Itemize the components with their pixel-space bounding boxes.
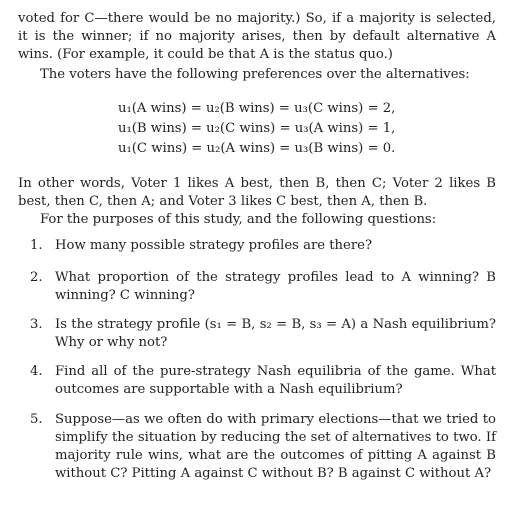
question-text: Is the strategy profile (s₁ = B, s₂ = B, s₃ = A) a Nash equilibrium? Why or why not?: [55, 317, 496, 350]
question-text: Suppose—as we often do with primary elections—that we tried to simplify the situation by reducing the set of alternatives to two. If majority rule wins, what are the outcomes of pitting A against B without C? Pitting A against C without B? B against C without A?: [55, 412, 496, 481]
equation-line-2: u₁(B wins) = u₂(C wins) = u₃(A wins) = 1,: [118, 121, 396, 136]
question-number: 2.: [30, 270, 43, 285]
question-text: How many possible strategy profiles are there?: [55, 238, 373, 253]
equation-line-3: u₁(C wins) = u₂(A wins) = u₃(B wins) = 0.: [118, 141, 396, 156]
equation-line-1: u₁(A wins) = u₂(B wins) = u₃(C wins) = 2,: [118, 101, 396, 116]
question-text: What proportion of the strategy profiles lead to A winning? B winning? C winning?: [55, 270, 496, 303]
question-number: 3.: [30, 317, 43, 332]
paragraph-preferences-lead: The voters have the following preferences over the alternatives:: [40, 67, 470, 82]
question-number: 4.: [30, 364, 43, 379]
paragraph-explanation: In other words, Voter 1 likes A best, then B, then C; Voter 2 likes B best, then C, then A; and Voter 3 likes C best, then A, then B.: [18, 176, 496, 209]
question-number: 5.: [30, 412, 43, 427]
question-number: 1.: [30, 238, 43, 253]
question-text: Find all of the pure-strategy Nash equilibria of the game. What outcomes are supportable with a Nash equilibrium?: [55, 364, 496, 397]
paragraph-intro: voted for C—there would be no majority.) So, if a majority is selected, it is the winner; if no majority arises, then by default alternative A wins. (For example, it could be that A is the status quo.): [18, 11, 496, 62]
paragraph-questions-lead: For the purposes of this study, and the following questions:: [40, 212, 437, 227]
